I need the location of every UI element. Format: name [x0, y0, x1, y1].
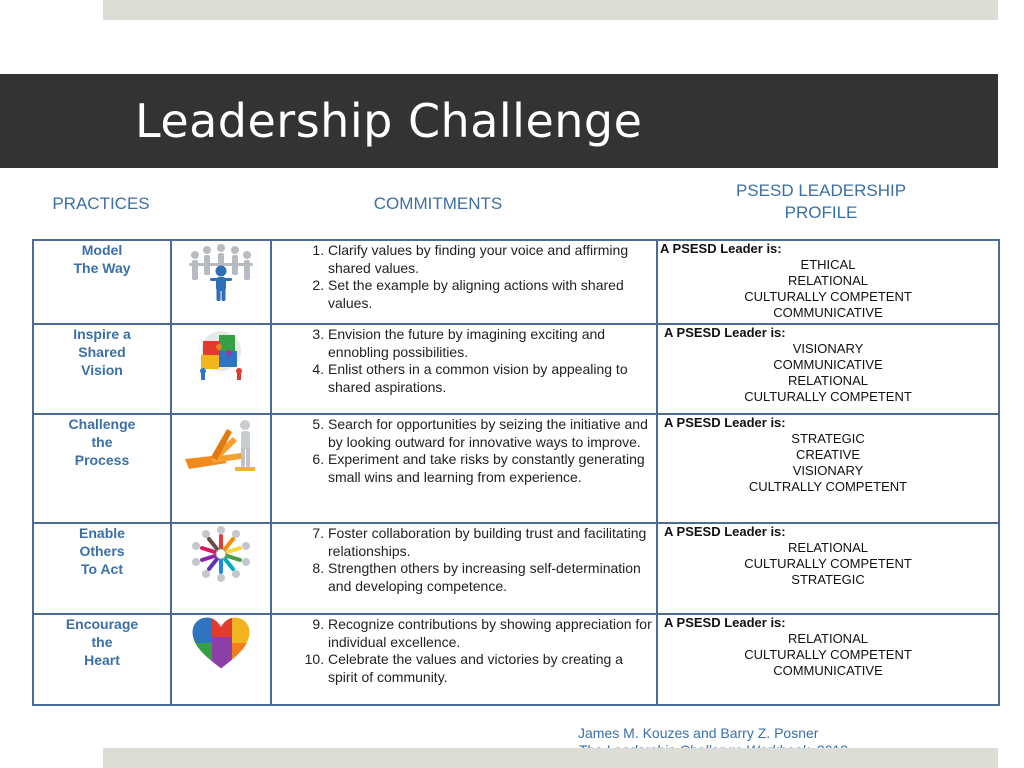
- practice-line: The Way: [73, 260, 131, 276]
- practice-line: To Act: [81, 561, 123, 577]
- trait: RELATIONAL: [788, 273, 868, 288]
- trait: CULTURALLY COMPETENT: [744, 389, 912, 404]
- commitments-cell: [271, 614, 657, 705]
- commitment-item: 4. Enlist others in a common vision by appealing to shared aspirations.: [328, 361, 652, 396]
- commitments-cell: [271, 324, 657, 414]
- trait: CULTURALLY COMPETENT: [744, 289, 912, 304]
- leader-label: A PSESD Leader is:: [664, 524, 786, 539]
- practice-line: Inspire a: [73, 326, 131, 342]
- commitment-item: 1. Clarify values by finding your voice and affirming shared values.: [328, 242, 652, 277]
- practice-line: the: [91, 634, 113, 650]
- trait: COMMUNICATIVE: [773, 305, 883, 320]
- commitments-list: [272, 326, 656, 396]
- commitment-item: 9. Recognize contributions by showing appreciation for individual excellence.: [328, 616, 652, 651]
- table-row: [33, 614, 999, 705]
- practice-line: the: [91, 434, 113, 450]
- commitments-list: [272, 616, 656, 686]
- trait: CREATIVE: [795, 447, 861, 462]
- profile-cell: [657, 240, 999, 324]
- trait: RELATIONAL: [788, 373, 868, 388]
- puzzle-heart-icon: [190, 615, 252, 671]
- leadership-table: [32, 239, 1000, 706]
- slide-title: Leadership Challenge: [135, 94, 643, 148]
- practice-line: Challenge: [68, 416, 136, 432]
- header-commitments: COMMITMENTS: [373, 194, 503, 213]
- header-profile-line1: PSESD LEADERSHIP: [735, 181, 907, 200]
- trait: STRATEGIC: [791, 572, 865, 587]
- people-circle-icon: [185, 241, 257, 303]
- practice-line: Vision: [81, 362, 123, 378]
- commitment-item: 7. Foster collaboration by building trust and facilitating relationships.: [328, 525, 652, 560]
- commitment-item: 10. Celebrate the values and victories by creating a spirit of community.: [328, 651, 652, 686]
- practice-line: Process: [74, 452, 130, 468]
- puzzle-globe-icon: [191, 325, 251, 381]
- leader-label: A PSESD Leader is:: [664, 325, 786, 340]
- commitments-cell: [271, 240, 657, 324]
- practice-line: Encourage: [65, 616, 139, 632]
- trait: RELATIONAL: [788, 540, 868, 555]
- table-row: [33, 523, 999, 614]
- practice-line: Heart: [84, 652, 120, 668]
- leader-label: A PSESD Leader is:: [660, 241, 782, 256]
- trait: CULTURALLY COMPETENT: [744, 556, 912, 571]
- icon-cell: [171, 523, 271, 614]
- practice-line: Model: [81, 242, 123, 258]
- icon-cell: [171, 324, 271, 414]
- trait: COMMUNICATIVE: [773, 663, 883, 678]
- commitment-item: 6. Experiment and take risks by constantly generating small wins and learning from experience.: [328, 451, 652, 486]
- bottom-accent-bar: [103, 748, 998, 768]
- credit-authors: James M. Kouzes and Barry Z. Posner: [578, 725, 819, 741]
- practice-line: Enable: [79, 525, 125, 541]
- profile-cell: [657, 414, 999, 523]
- practice-cell: [33, 523, 171, 614]
- top-accent-bar: [103, 0, 998, 20]
- commitments-cell: [271, 414, 657, 523]
- commitment-item: 5. Search for opportunities by seizing the initiative and by looking outward for innovative ways to improve.: [328, 416, 652, 451]
- profile-cell: [657, 324, 999, 414]
- icon-cell: [171, 240, 271, 324]
- header-profile-line2: PROFILE: [784, 203, 858, 222]
- crossroads-arrows-icon: [181, 415, 261, 477]
- profile-cell: [657, 614, 999, 705]
- commitment-item: 2. Set the example by aligning actions with shared values.: [328, 277, 652, 312]
- leader-label: A PSESD Leader is:: [664, 615, 786, 630]
- trait: CULTURALLY COMPETENT: [744, 647, 912, 662]
- commitments-list: [272, 525, 656, 595]
- practice-line: Others: [79, 543, 125, 559]
- icon-cell: [171, 614, 271, 705]
- table-row: [33, 414, 999, 523]
- profile-cell: [657, 523, 999, 614]
- practice-cell: [33, 324, 171, 414]
- trait: VISIONARY: [792, 463, 864, 478]
- trait: COMMUNICATIVE: [773, 357, 883, 372]
- commitment-item: 8. Strengthen others by increasing self-determination and developing competence.: [328, 560, 652, 595]
- commitments-list: [272, 416, 656, 486]
- table-row: [33, 240, 999, 324]
- icon-cell: [171, 414, 271, 523]
- trait: VISIONARY: [792, 341, 864, 356]
- trait: CULTRALLY COMPETENT: [748, 479, 908, 494]
- table-row: [33, 324, 999, 414]
- commitment-item: 3. Envision the future by imagining exciting and ennobling possibilities.: [328, 326, 652, 361]
- practice-cell: [33, 240, 171, 324]
- trait: ETHICAL: [800, 257, 856, 272]
- practice-cell: [33, 414, 171, 523]
- practice-line: Shared: [78, 344, 126, 360]
- header-profile: [700, 180, 942, 224]
- trait: STRATEGIC: [791, 431, 865, 446]
- team-circle-icon: [188, 524, 254, 584]
- commitments-list: [272, 242, 656, 312]
- practice-cell: [33, 614, 171, 705]
- commitments-cell: [271, 523, 657, 614]
- trait: RELATIONAL: [788, 631, 868, 646]
- leader-label: A PSESD Leader is:: [664, 415, 786, 430]
- header-practices: PRACTICES: [52, 194, 150, 213]
